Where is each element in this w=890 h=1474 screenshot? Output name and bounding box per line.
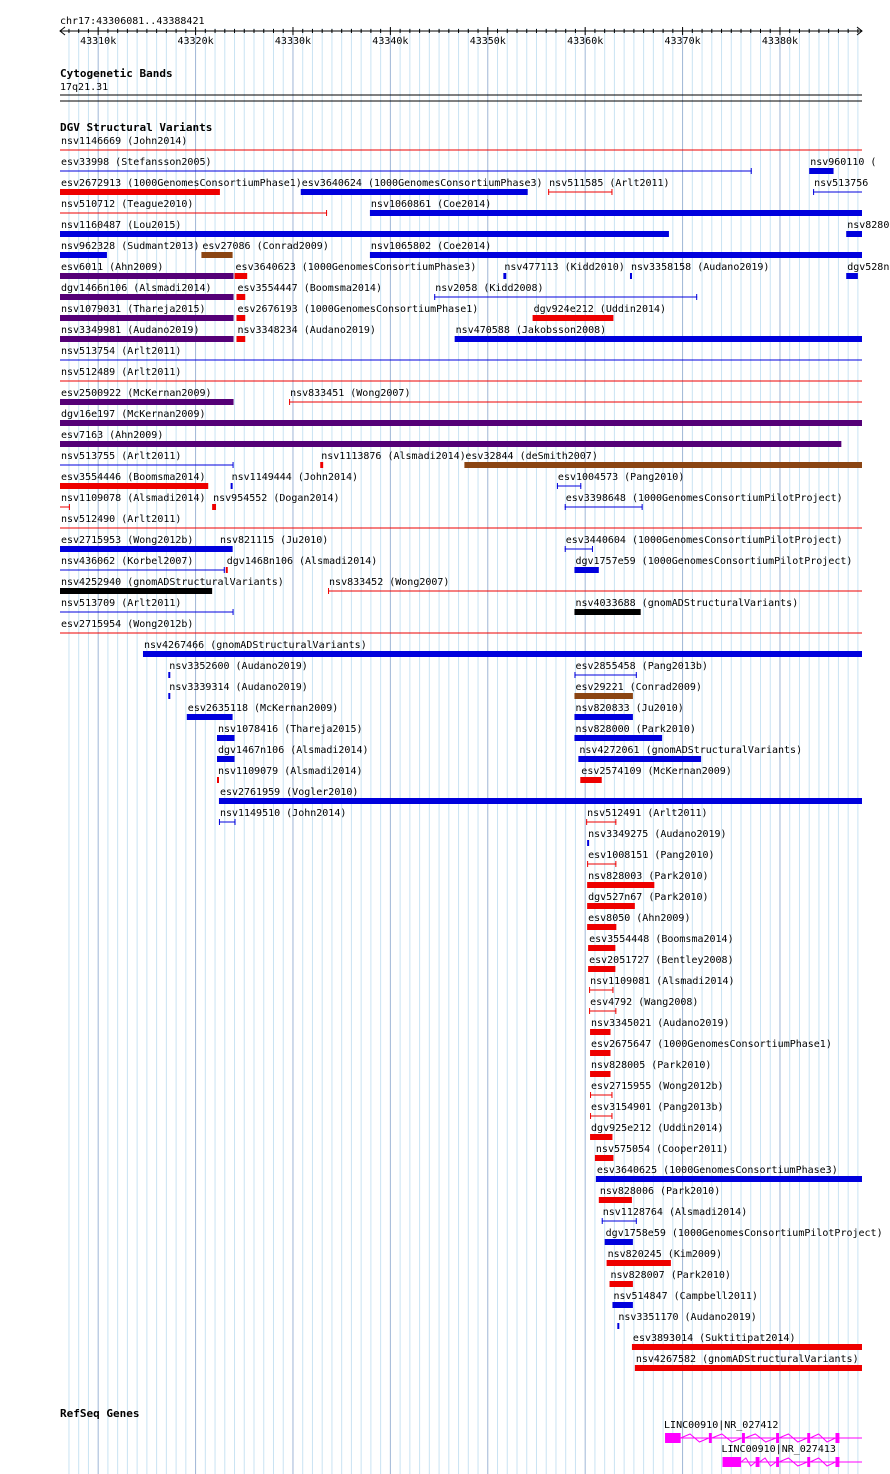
dgv-feature-label[interactable]: nsv1079031 (Thareja2015) bbox=[61, 304, 206, 315]
dgv-feature[interactable] bbox=[596, 1165, 862, 1182]
dgv-feature-label[interactable]: nsv3352600 (Audano2019) bbox=[169, 661, 308, 672]
dgv-feature-label[interactable]: nsv1149510 (John2014) bbox=[219, 808, 347, 819]
dgv-feature-bar[interactable] bbox=[617, 1323, 619, 1329]
dgv-feature-bar[interactable] bbox=[533, 315, 614, 321]
dgv-feature-label[interactable]: nsv960110 ( bbox=[810, 157, 877, 168]
dgv-feature-bar[interactable] bbox=[219, 546, 233, 552]
dgv-feature[interactable] bbox=[60, 178, 302, 195]
dgv-feature-label[interactable]: esv7163 (Ahn2009) bbox=[61, 430, 164, 441]
dgv-feature[interactable] bbox=[595, 1144, 728, 1161]
dgv-feature-bar[interactable] bbox=[605, 1239, 633, 1245]
dgv-feature-label[interactable]: nsv513754 (Arlt2011) bbox=[61, 346, 182, 357]
dgv-feature[interactable] bbox=[60, 136, 862, 150]
dgv-feature-bar[interactable] bbox=[596, 1176, 862, 1182]
dgv-feature[interactable] bbox=[60, 430, 841, 447]
dgv-feature-bar[interactable] bbox=[201, 252, 232, 258]
dgv-feature-label[interactable]: nsv954552 (Dogan2014) bbox=[213, 493, 340, 504]
dgv-feature-bar[interactable] bbox=[455, 336, 862, 342]
refseq-gene[interactable] bbox=[722, 1444, 862, 1467]
dgv-feature-bar[interactable] bbox=[236, 294, 245, 300]
dgv-feature[interactable] bbox=[578, 745, 802, 762]
dgv-feature[interactable] bbox=[610, 1270, 731, 1287]
dgv-feature-label[interactable]: nsv3345021 (Audano2019) bbox=[591, 1018, 730, 1029]
dgv-feature[interactable] bbox=[60, 619, 862, 633]
dgv-feature[interactable] bbox=[60, 157, 752, 174]
dgv-feature[interactable] bbox=[587, 892, 708, 909]
ruler-tick-label: 43320k bbox=[177, 36, 214, 47]
dgv-feature[interactable] bbox=[587, 871, 708, 888]
dgv-feature-label[interactable]: esv2715953 (Wong2012b) bbox=[61, 535, 194, 546]
dgv-feature-label[interactable]: nsv510712 (Teague2010) bbox=[61, 199, 194, 210]
dgv-feature-bar[interactable] bbox=[60, 588, 212, 594]
dgv-feature[interactable] bbox=[60, 388, 234, 405]
dgv-feature-label[interactable]: nsv3348234 (Audano2019) bbox=[237, 325, 376, 336]
dgv-feature-bar[interactable] bbox=[846, 231, 862, 237]
dgv-feature-label[interactable]: esv32844 (deSmith2007) bbox=[465, 451, 598, 462]
dgv-feature-bar[interactable] bbox=[590, 1050, 610, 1056]
dgv-feature[interactable] bbox=[574, 661, 707, 678]
dgv-feature-label[interactable]: nsv1128764 (Alsmadi2014) bbox=[602, 1207, 748, 1218]
dgv-feature[interactable] bbox=[231, 472, 358, 489]
dgv-feature-label[interactable]: esv33998 (Stefansson2005) bbox=[61, 157, 212, 168]
dgv-feature-label[interactable]: dgv1468n106 (Alsmadi2014) bbox=[226, 556, 378, 567]
dgv-feature[interactable] bbox=[60, 325, 234, 342]
dgv-feature-label[interactable]: esv2574109 (McKernan2009) bbox=[581, 766, 732, 777]
dgv-feature-bar[interactable] bbox=[632, 1344, 862, 1350]
dgv-feature[interactable] bbox=[60, 577, 284, 594]
dgv-feature[interactable] bbox=[60, 304, 234, 321]
dgv-feature-label[interactable]: nsv4033688 (gnomADStructuralVariants) bbox=[575, 598, 799, 609]
dgv-feature[interactable] bbox=[301, 178, 543, 195]
dgv-structural-variants-track bbox=[60, 121, 889, 1371]
dgv-feature[interactable] bbox=[168, 661, 307, 678]
ruler-track bbox=[60, 16, 862, 47]
dgv-feature-label[interactable]: nsv1109078 (Alsmadi2014) bbox=[61, 493, 206, 504]
dgv-feature-bar[interactable] bbox=[60, 399, 234, 405]
refseq-genes-track bbox=[60, 1407, 862, 1467]
dgv-feature-bar[interactable] bbox=[168, 672, 170, 678]
dgv-feature-bar[interactable] bbox=[217, 735, 235, 741]
dgv-feature-label[interactable]: nsv4252940 (gnomADStructuralVariants) bbox=[61, 577, 284, 588]
dgv-feature-bar[interactable] bbox=[60, 441, 841, 447]
dgv-feature-label[interactable]: esv2635118 (McKernan2009) bbox=[187, 703, 339, 714]
dgv-feature-bar[interactable] bbox=[595, 1155, 614, 1161]
dgv-feature[interactable] bbox=[630, 262, 769, 279]
dgv-feature-bar[interactable] bbox=[590, 1071, 610, 1077]
dgv-feature-label[interactable]: esv2855458 (Pang2013b) bbox=[575, 661, 708, 672]
refseq-features bbox=[664, 1420, 862, 1467]
dgv-feature-label[interactable]: esv3554448 (Boomsma2014) bbox=[589, 934, 734, 945]
dgv-feature-bar[interactable] bbox=[301, 189, 528, 195]
dgv-feature-bar[interactable] bbox=[587, 924, 616, 930]
dgv-feature-label[interactable]: esv3554447 (Boomsma2014) bbox=[237, 283, 382, 294]
dgv-feature[interactable] bbox=[212, 493, 339, 510]
dgv-feature-bar[interactable] bbox=[587, 882, 654, 888]
ruler-tick-label: 43330k bbox=[274, 36, 312, 47]
dgv-feature-label[interactable]: dgv527n67 (Park2010) bbox=[588, 892, 709, 903]
dgv-feature[interactable] bbox=[574, 556, 852, 573]
refseq-exon bbox=[776, 1457, 779, 1467]
dgv-feature-label[interactable]: dgv924e212 (Uddin2014) bbox=[533, 304, 667, 315]
dgv-feature-label[interactable]: nsv512489 (Arlt2011) bbox=[61, 367, 182, 378]
dgv-feature[interactable] bbox=[60, 199, 327, 216]
dgv-feature[interactable] bbox=[605, 1228, 883, 1245]
dgv-feature[interactable] bbox=[574, 724, 695, 741]
dgv-feature-bar[interactable] bbox=[219, 798, 862, 804]
dgv-feature[interactable] bbox=[557, 472, 684, 489]
dgv-feature[interactable] bbox=[201, 241, 328, 258]
dgv-feature[interactable] bbox=[580, 766, 732, 783]
dgv-feature-label[interactable]: nsv828000 (Park2010) bbox=[575, 724, 696, 735]
dgv-feature[interactable] bbox=[143, 640, 862, 657]
dgv-feature[interactable] bbox=[60, 556, 225, 573]
dgv-feature[interactable] bbox=[219, 787, 862, 804]
dgv-feature-bar[interactable] bbox=[236, 315, 245, 321]
dgv-feature[interactable] bbox=[60, 535, 233, 552]
dgv-feature[interactable] bbox=[455, 325, 862, 342]
dgv-feature-bar[interactable] bbox=[60, 294, 234, 300]
dgv-feature[interactable] bbox=[846, 262, 889, 279]
ruler-tick-label: 43310k bbox=[80, 36, 117, 47]
dgv-feature-bar[interactable] bbox=[370, 252, 862, 258]
dgv-feature-label[interactable]: esv3440604 (1000GenomesConsortiumPilotProject) bbox=[565, 535, 843, 546]
dgv-feature[interactable] bbox=[587, 829, 726, 846]
dgv-feature-label[interactable]: esv1008151 (Pang2010) bbox=[588, 850, 715, 861]
refseq-gene-label[interactable]: LINC00910|NR_027412 bbox=[664, 1420, 779, 1431]
dgv-feature[interactable] bbox=[809, 157, 876, 174]
dgv-feature[interactable] bbox=[60, 409, 862, 426]
dgv-feature-bar[interactable] bbox=[212, 504, 216, 510]
refseq-exon bbox=[835, 1433, 839, 1443]
dgv-feature-label[interactable]: esv8050 (Ahn2009) bbox=[588, 913, 691, 924]
dgv-feature-label[interactable]: nsv3358158 (Audano2019) bbox=[630, 262, 770, 273]
dgv-feature-label[interactable]: esv6011 (Ahn2009) bbox=[61, 262, 164, 273]
dgv-feature-bar[interactable] bbox=[574, 609, 640, 615]
dgv-feature[interactable] bbox=[602, 1207, 748, 1224]
dgv-feature-bar[interactable] bbox=[610, 1281, 633, 1287]
dgv-feature-bar[interactable] bbox=[588, 966, 615, 972]
dgv-feature[interactable] bbox=[217, 724, 363, 741]
dgv-feature[interactable] bbox=[60, 262, 234, 279]
dgv-feature[interactable] bbox=[607, 1249, 722, 1266]
dgv-feature[interactable] bbox=[168, 682, 307, 699]
dgv-feature-bar[interactable] bbox=[590, 1134, 612, 1140]
dgv-feature-label[interactable]: nsv1113876 (Alsmadi2014) bbox=[321, 451, 466, 462]
dgv-feature-label[interactable]: nsv833451 (Wong2007) bbox=[290, 388, 411, 399]
dgv-feature-label[interactable]: esv2761959 (Vogler2010) bbox=[219, 787, 359, 798]
refseq-gene[interactable] bbox=[664, 1420, 862, 1443]
dgv-feature[interactable] bbox=[813, 178, 868, 195]
dgv-feature-label[interactable]: esv29221 (Conrad2009) bbox=[575, 682, 702, 693]
dgv-feature[interactable] bbox=[565, 493, 843, 510]
dgv-feature[interactable] bbox=[60, 367, 862, 381]
dgv-feature[interactable] bbox=[60, 472, 208, 489]
dgv-feature-bar[interactable] bbox=[217, 777, 219, 783]
dgv-feature-label[interactable]: esv27086 (Conrad2009) bbox=[202, 241, 329, 252]
dgv-feature-label[interactable]: esv1004573 (Pang2010) bbox=[557, 472, 685, 483]
dgv-feature-label[interactable]: esv2672913 (1000GenomesConsortiumPhase1) bbox=[61, 178, 302, 189]
dgv-feature-bar[interactable] bbox=[60, 336, 234, 342]
dgv-feature[interactable] bbox=[617, 1312, 756, 1329]
dgv-feature[interactable] bbox=[236, 325, 375, 342]
dgv-feature[interactable] bbox=[60, 493, 206, 510]
dgv-feature-label[interactable]: nsv820245 (Kim2009) bbox=[607, 1249, 722, 1260]
refseq-track-title: RefSeq Genes bbox=[60, 1407, 140, 1420]
dgv-feature-bar[interactable] bbox=[235, 273, 248, 279]
dgv-track-title: DGV Structural Variants bbox=[60, 121, 213, 134]
dgv-feature-label[interactable]: nsv962328 (Sudmant2013) bbox=[61, 241, 200, 252]
dgv-feature-label[interactable]: esv2715954 (Wong2012b) bbox=[61, 619, 194, 630]
dgv-feature[interactable] bbox=[548, 178, 669, 195]
dgv-feature[interactable] bbox=[565, 535, 843, 552]
dgv-feature[interactable] bbox=[590, 1060, 711, 1077]
dgv-feature-bar[interactable] bbox=[236, 336, 245, 342]
dgv-feature-label[interactable]: nsv2058 (Kidd2008) bbox=[435, 283, 544, 294]
dgv-feature-bar[interactable] bbox=[574, 735, 662, 741]
dgv-feature-label[interactable]: dgv528n bbox=[847, 262, 890, 273]
dgv-feature[interactable] bbox=[590, 1123, 723, 1140]
refseq-exon bbox=[807, 1433, 810, 1443]
ruler-tick-label: 43360k bbox=[567, 36, 604, 47]
dgv-feature[interactable] bbox=[846, 220, 889, 237]
dgv-feature-label[interactable]: nsv1060861 (Coe2014) bbox=[370, 199, 492, 210]
dgv-feature[interactable] bbox=[635, 1354, 862, 1371]
dgv-feature-bar[interactable] bbox=[846, 273, 858, 279]
dgv-feature[interactable] bbox=[370, 241, 862, 258]
dgv-feature-label[interactable]: dgv1467n106 (Alsmadi2014) bbox=[218, 745, 369, 756]
refseq-exon bbox=[742, 1433, 745, 1443]
dgv-feature-label[interactable]: nsv828006 (Park2010) bbox=[599, 1186, 721, 1197]
cytoband-label: 17q21.31 bbox=[60, 82, 109, 93]
dgv-feature[interactable] bbox=[574, 598, 798, 615]
dgv-feature[interactable] bbox=[586, 808, 707, 825]
ruler-tick-label: 43370k bbox=[664, 36, 701, 47]
dgv-feature[interactable] bbox=[60, 241, 199, 258]
refseq-exon bbox=[709, 1433, 712, 1443]
dgv-feature-label[interactable]: esv3640625 (1000GenomesConsortiumPhase3) bbox=[596, 1165, 838, 1176]
dgv-feature-label[interactable]: esv4792 (Wang2008) bbox=[590, 997, 699, 1008]
dgv-feature-label[interactable]: esv2675647 (1000GenomesConsortiumPhase1) bbox=[591, 1039, 832, 1050]
dgv-feature-label[interactable]: esv2051727 (Bentley2008) bbox=[589, 955, 734, 966]
dgv-feature-bar[interactable] bbox=[60, 420, 862, 426]
refseq-exon bbox=[723, 1457, 742, 1467]
dgv-feature-label[interactable]: dgv1757e59 (1000GenomesConsortiumPilotProject) bbox=[575, 556, 853, 567]
dgv-feature-label[interactable]: nsv470588 (Jakobsson2008) bbox=[455, 325, 607, 336]
dgv-feature-label[interactable]: nsv436062 (Korbel2007) bbox=[61, 556, 194, 567]
dgv-feature-label[interactable]: esv3640624 (1000GenomesConsortiumPhase3) bbox=[301, 178, 543, 189]
dgv-features bbox=[60, 136, 889, 1371]
dgv-feature-label[interactable]: nsv513756 bbox=[814, 178, 869, 189]
dgv-feature-label[interactable]: nsv1109081 (Alsmadi2014) bbox=[590, 976, 735, 987]
dgv-feature-bar[interactable] bbox=[168, 693, 170, 699]
refseq-exon bbox=[835, 1457, 839, 1467]
dgv-feature-label[interactable]: esv2715955 (Wong2012b) bbox=[591, 1081, 724, 1092]
dgv-feature-label[interactable]: esv3640623 (1000GenomesConsortiumPhase3) bbox=[235, 262, 477, 273]
ruler-tick-label: 43340k bbox=[372, 36, 409, 47]
dgv-feature[interactable] bbox=[587, 850, 714, 867]
dgv-feature-label[interactable]: nsv512490 (Arlt2011) bbox=[61, 514, 182, 525]
dgv-feature[interactable] bbox=[226, 556, 378, 573]
dgv-feature-label[interactable]: nsv3339314 (Audano2019) bbox=[169, 682, 308, 693]
dgv-feature[interactable] bbox=[590, 1081, 723, 1098]
dgv-feature-label[interactable]: esv3398648 (1000GenomesConsortiumPilotProject) bbox=[565, 493, 843, 504]
dgv-feature-label[interactable]: nsv828003 (Park2010) bbox=[588, 871, 709, 882]
refseq-exon bbox=[756, 1457, 760, 1467]
dgv-feature[interactable] bbox=[590, 1039, 832, 1056]
dgv-feature-label[interactable]: nsv4267582 (gnomADStructuralVariants) bbox=[635, 1354, 859, 1365]
dgv-feature-bar[interactable] bbox=[60, 231, 669, 237]
dgv-feature-label[interactable]: dgv1758e59 (1000GenomesConsortiumPilotProject) bbox=[605, 1228, 883, 1239]
dgv-feature-label[interactable]: esv3893014 (Suktitipat2014) bbox=[632, 1333, 796, 1344]
ruler-tick-label: 43350k bbox=[469, 36, 506, 47]
dgv-feature[interactable] bbox=[632, 1333, 862, 1350]
dgv-feature-bar[interactable] bbox=[217, 756, 235, 762]
dgv-feature-bar[interactable] bbox=[809, 168, 833, 174]
dgv-feature-bar[interactable] bbox=[599, 1197, 632, 1203]
dgv-feature-label[interactable]: nsv575054 (Cooper2011) bbox=[595, 1144, 729, 1155]
locus-label: chr17:43306081..43388421 bbox=[60, 16, 205, 27]
dgv-feature-label[interactable]: esv2676193 (1000GenomesConsortiumPhase1) bbox=[237, 304, 479, 315]
ruler-tick-label: 43380k bbox=[761, 36, 799, 47]
dgv-feature[interactable] bbox=[590, 1018, 729, 1035]
dgv-feature-bar[interactable] bbox=[587, 903, 635, 909]
refseq-exon bbox=[665, 1433, 681, 1443]
dgv-feature-bar[interactable] bbox=[60, 273, 234, 279]
dgv-feature-bar[interactable] bbox=[607, 1260, 671, 1266]
dgv-feature-label[interactable]: nsv3349981 (Audano2019) bbox=[61, 325, 200, 336]
cytoband-track-title: Cytogenetic Bands bbox=[60, 67, 173, 80]
dgv-feature-label[interactable]: esv3154901 (Pang2013b) bbox=[591, 1102, 724, 1113]
dgv-feature-bar[interactable] bbox=[612, 1302, 632, 1308]
dgv-feature-bar[interactable] bbox=[503, 273, 506, 279]
dgv-feature-label[interactable]: dgv925e212 (Uddin2014) bbox=[591, 1123, 724, 1134]
dgv-feature-bar[interactable] bbox=[578, 756, 701, 762]
dgv-feature-label[interactable]: nsv1149444 (John2014) bbox=[231, 472, 359, 483]
refseq-gene-label[interactable]: LINC00910|NR_027413 bbox=[721, 1444, 836, 1455]
dgv-feature-label[interactable]: nsv4267466 (gnomADStructuralVariants) bbox=[143, 640, 367, 651]
dgv-feature-bar[interactable] bbox=[635, 1365, 862, 1371]
dgv-feature-label[interactable]: nsv477113 (Kidd2010) bbox=[504, 262, 625, 273]
dgv-feature-label[interactable]: nsv828005 (Park2010) bbox=[591, 1060, 712, 1071]
dgv-feature-bar[interactable] bbox=[574, 693, 632, 699]
dgv-feature-bar[interactable] bbox=[60, 252, 107, 258]
dgv-feature-bar[interactable] bbox=[60, 546, 233, 552]
refseq-exon bbox=[807, 1457, 810, 1467]
dgv-feature-label[interactable]: nsv820833 (Ju2010) bbox=[575, 703, 684, 714]
dgv-feature-bar[interactable] bbox=[370, 210, 862, 216]
dgv-feature-label[interactable]: nsv8280 bbox=[847, 220, 890, 231]
dgv-feature-bar[interactable] bbox=[60, 189, 220, 195]
dgv-feature-label[interactable]: nsv511585 (Arlt2011) bbox=[549, 178, 670, 189]
dgv-feature-label[interactable]: nsv828007 (Park2010) bbox=[610, 1270, 731, 1281]
dgv-feature[interactable] bbox=[236, 304, 478, 321]
dgv-feature[interactable] bbox=[187, 703, 339, 720]
dgv-feature[interactable] bbox=[370, 199, 862, 216]
dgv-feature-bar[interactable] bbox=[588, 945, 615, 951]
dgv-feature[interactable] bbox=[217, 766, 363, 783]
dgv-feature-bar[interactable] bbox=[226, 567, 228, 573]
dgv-feature-bar[interactable] bbox=[587, 840, 589, 846]
dgv-feature-label[interactable]: nsv1160487 (Lou2015) bbox=[61, 220, 182, 231]
dgv-feature-label[interactable]: esv3554446 (Boomsma2014) bbox=[61, 472, 206, 483]
dgv-feature-label[interactable]: nsv513755 (Arlt2011) bbox=[61, 451, 182, 462]
dgv-feature-bar[interactable] bbox=[574, 567, 598, 573]
dgv-feature-label[interactable]: nsv1065802 (Coe2014) bbox=[370, 241, 492, 252]
dgv-feature[interactable] bbox=[60, 598, 234, 615]
dgv-feature-bar[interactable] bbox=[574, 714, 632, 720]
dgv-feature-bar[interactable] bbox=[60, 315, 234, 321]
dgv-feature-label[interactable]: nsv513709 (Arlt2011) bbox=[61, 598, 182, 609]
refseq-exon bbox=[776, 1433, 779, 1443]
dgv-feature[interactable] bbox=[533, 304, 666, 321]
dgv-feature-bar[interactable] bbox=[60, 483, 208, 489]
dgv-feature-label[interactable]: nsv821115 (Ju2010) bbox=[219, 535, 329, 546]
dgv-feature[interactable] bbox=[60, 346, 862, 360]
dgv-feature-bar[interactable] bbox=[143, 651, 862, 657]
dgv-feature-label[interactable]: esv2500922 (McKernan2009) bbox=[61, 388, 212, 399]
dgv-feature[interactable] bbox=[587, 913, 690, 930]
dgv-feature-label[interactable]: nsv4272061 (gnomADStructuralVariants) bbox=[579, 745, 803, 756]
cytogenetic-bands-track bbox=[60, 67, 862, 101]
dgv-feature-bar[interactable] bbox=[464, 462, 862, 468]
dgv-feature-bar[interactable] bbox=[590, 1029, 610, 1035]
dgv-feature-label[interactable]: nsv1146669 (John2014) bbox=[61, 136, 188, 147]
dgv-feature[interactable] bbox=[60, 283, 234, 300]
dgv-feature-label[interactable]: dgv1466n106 (Alsmadi2014) bbox=[61, 283, 212, 294]
dgv-feature-label[interactable]: nsv514847 (Campbell2011) bbox=[613, 1291, 758, 1302]
dgv-feature-bar[interactable] bbox=[630, 273, 632, 279]
dgv-feature[interactable] bbox=[60, 220, 669, 237]
dgv-feature[interactable] bbox=[574, 703, 683, 720]
dgv-feature-label[interactable]: nsv512491 (Arlt2011) bbox=[587, 808, 708, 819]
dgv-feature[interactable] bbox=[60, 451, 234, 468]
dgv-feature[interactable] bbox=[235, 262, 477, 279]
dgv-feature[interactable] bbox=[590, 1102, 723, 1119]
dgv-feature-bar[interactable] bbox=[187, 714, 233, 720]
dgv-feature[interactable] bbox=[589, 976, 735, 993]
dgv-feature-label[interactable]: nsv3351170 (Audano2019) bbox=[618, 1312, 757, 1323]
ruler-ticks bbox=[60, 27, 862, 47]
dgv-feature-bar[interactable] bbox=[231, 483, 233, 489]
dgv-feature-bar[interactable] bbox=[580, 777, 601, 783]
dgv-feature[interactable] bbox=[236, 283, 381, 300]
dgv-feature-label[interactable]: nsv1078416 (Thareja2015) bbox=[218, 724, 363, 735]
dgv-feature[interactable] bbox=[219, 808, 346, 825]
dgv-feature-label[interactable]: nsv3349275 (Audano2019) bbox=[588, 829, 727, 840]
dgv-feature[interactable] bbox=[503, 262, 624, 279]
dgv-feature-label[interactable]: nsv833452 (Wong2007) bbox=[329, 577, 450, 588]
dgv-feature-bar[interactable] bbox=[320, 462, 323, 468]
dgv-feature[interactable] bbox=[60, 514, 862, 528]
dgv-feature-label[interactable]: dgv16e197 (McKernan2009) bbox=[61, 409, 206, 420]
dgv-feature-label[interactable]: nsv1109079 (Alsmadi2014) bbox=[218, 766, 363, 777]
